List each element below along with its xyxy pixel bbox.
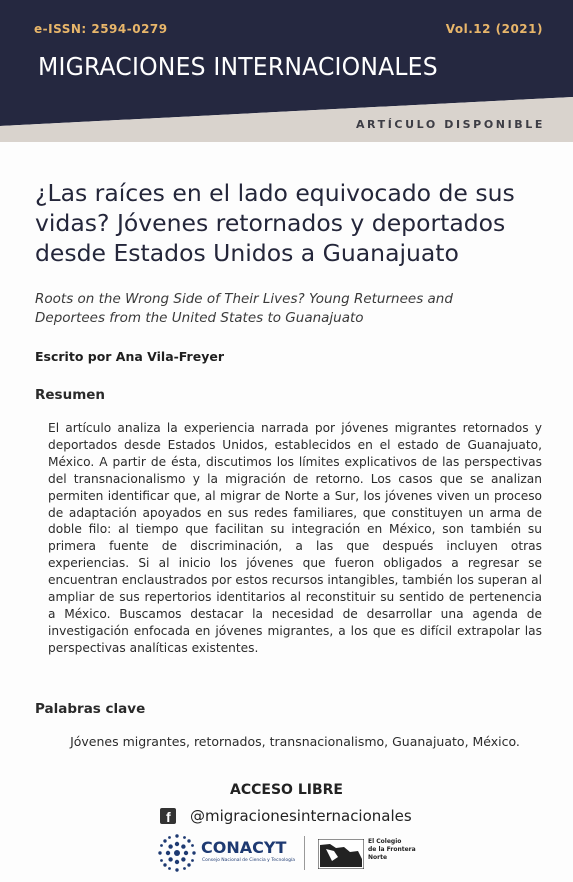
article-title <box>35 178 545 268</box>
author: Escrito por Ana Vila-Freyer <box>35 349 224 364</box>
conacyt-subtitle: Consejo Nacional de Ciencia y Tecnología <box>202 858 295 863</box>
journal-header <box>0 0 573 142</box>
article-subtitle-english <box>35 290 545 328</box>
keywords-text: Jóvenes migrantes, retornados, transnacionalismo, Guanajuato, México. <box>70 734 520 749</box>
keywords-heading: Palabras clave <box>35 701 146 717</box>
title-line: ¿Las raíces en el lado equivocado de sus <box>35 179 515 207</box>
facebook-link[interactable] <box>160 806 412 826</box>
journal-name: MIGRACIONES INTERNACIONALES <box>38 52 438 81</box>
open-access-label: ACCESO LIBRE <box>230 782 343 798</box>
logo-divider <box>304 836 305 870</box>
volume: Vol.12 (2021) <box>445 22 543 36</box>
title-line: vidas? Jóvenes retornados y deportados <box>35 209 506 237</box>
issn: e-ISSN: 2594-0279 <box>34 22 168 36</box>
abstract-text: El artículo analiza la experiencia narrada por jóvenes migrantes retornados y deportados desde Estados Unidos, establecidos en el estado de Guanajuato, México. A partir de ésta, discutimos los límites explicativos de las perspectivas del transnacionalismo y la migración de retorno. Los casos que se analizan permiten identificar que, al migrar de Norte a Sur, los jóvenes viven un proceso de adaptación apoyados en sus redes familiares, que constituyen un arma de doble filo: al tiempo que facilitan su integración en México, son también su primera fuente de discriminación, a las que después incluyen otras experiencias. Si al inicio los jóvenes que fueron obligados a regresar se encuentran enclaustrados por estos recursos intangibles, también los superan al ampliar de sus repertorios identitarios al reconstituir su sentido de pertenencia a México. Buscamos destacar la necesidad de desarrollar una agenda de investigación enfocada en jóvenes migrantes, a los que es difícil extrapolar las perspectivas analíticas existentes. <box>48 421 542 655</box>
abstract-heading: Resumen <box>35 387 106 403</box>
subtitle-line: Roots on the Wrong Side of Their Lives? Young Returnees and <box>35 291 453 307</box>
colef-line: de la Frontera <box>368 846 416 853</box>
colef-logo-icon <box>318 839 364 869</box>
conacyt-logo-icon <box>156 832 198 874</box>
subtitle-line: Deportees from the United States to Guanajuato <box>35 310 364 326</box>
colef-line: El Colegio <box>368 838 402 845</box>
article-available-label: ARTÍCULO DISPONIBLE <box>355 118 545 131</box>
colef-line: Norte <box>368 854 388 861</box>
facebook-icon: f <box>160 808 176 824</box>
colef-name <box>368 838 416 862</box>
facebook-handle: @migracionesinternacionales <box>190 807 412 825</box>
title-line: desde Estados Unidos a Guanajuato <box>35 239 459 267</box>
conacyt-name: CONACYT <box>201 838 287 857</box>
sponsor-logos <box>156 832 436 874</box>
